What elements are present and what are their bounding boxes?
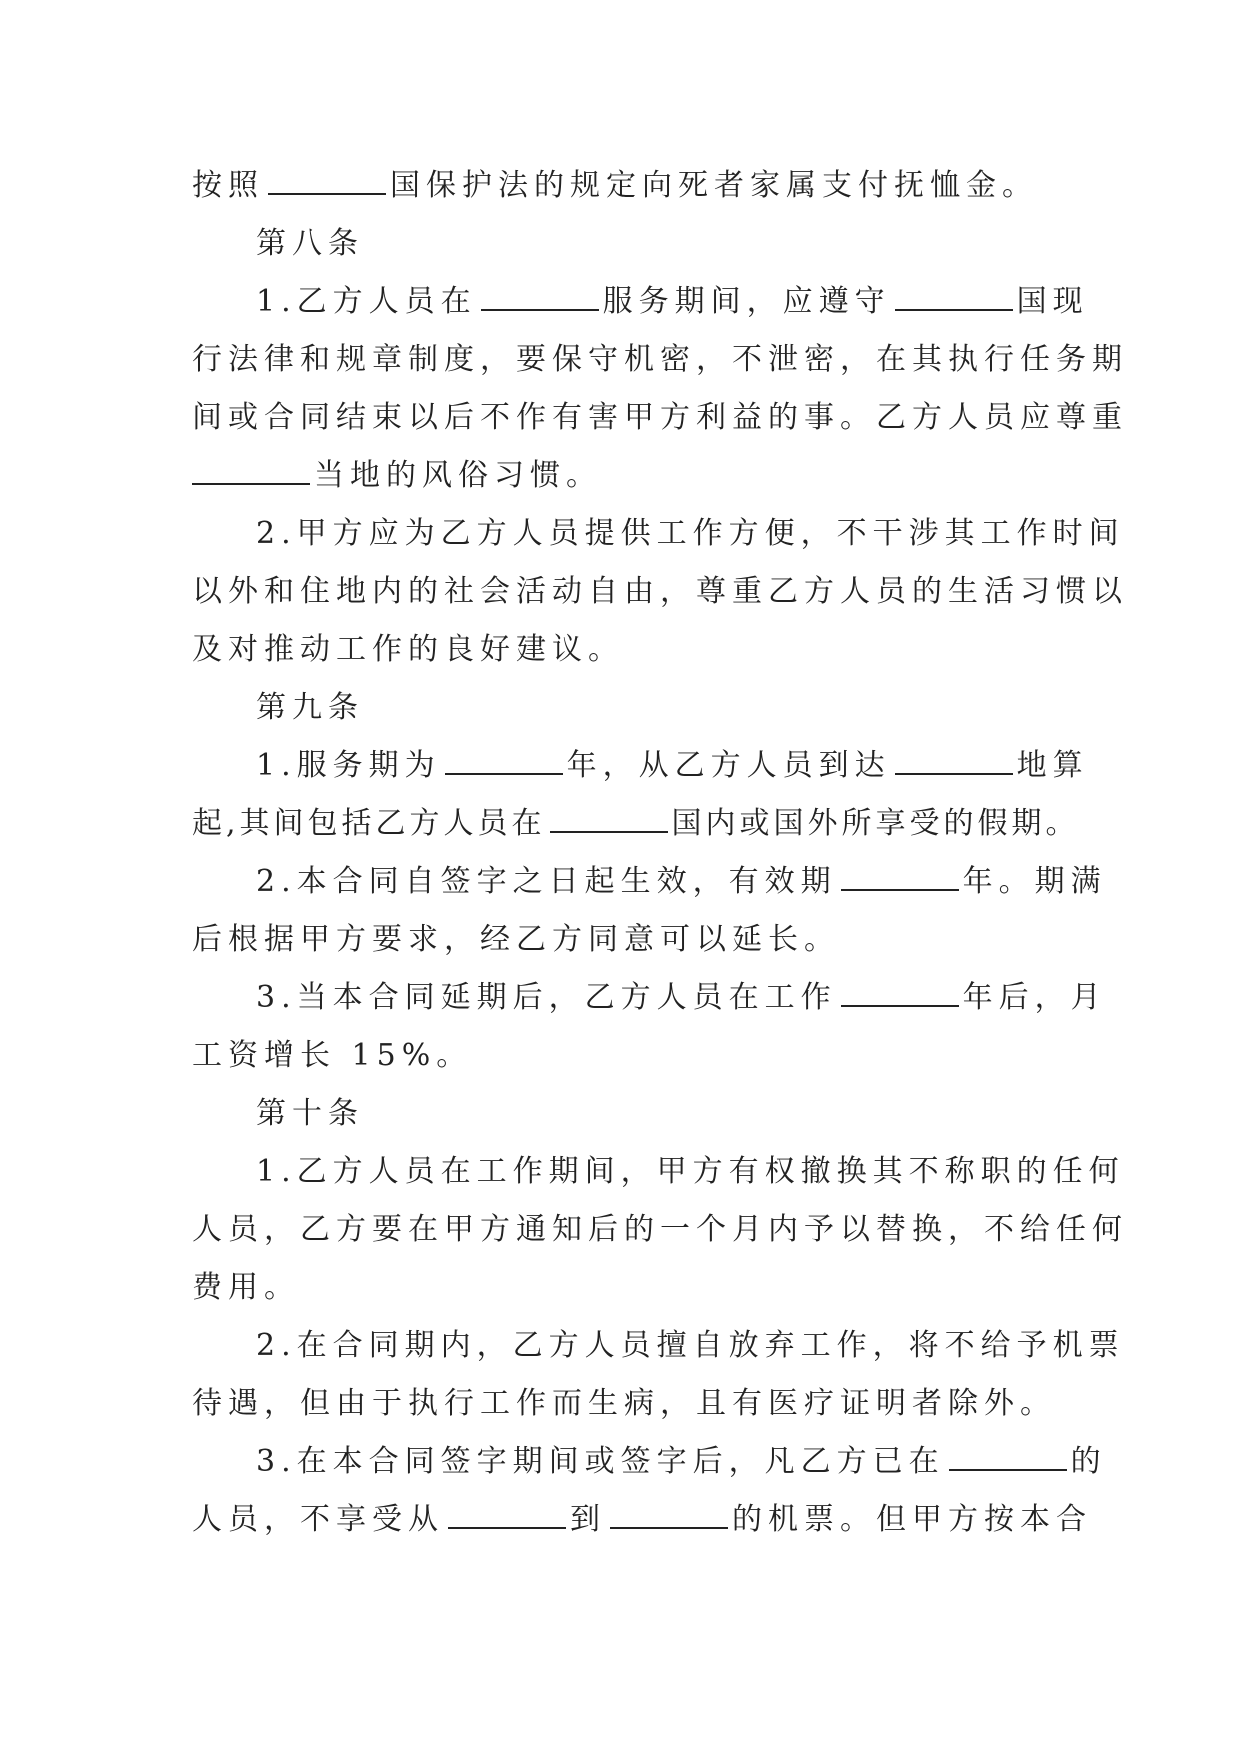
fill-in-blank (268, 173, 386, 195)
text-line: 行法律和规章制度，要保守机密，不泄密，在其执行任务期 (192, 342, 1128, 377)
text-line (192, 273, 1089, 331)
text-line (192, 853, 1107, 911)
text-line: 间或合同结束以后不作有害甲方利益的事。乙方人员应尊重 (192, 400, 1128, 435)
text-line (192, 447, 1062, 505)
text-line (192, 795, 1080, 853)
text-line: 工资增长 15%。 (192, 1038, 473, 1073)
fill-in-blank (192, 463, 310, 485)
fill-in-blank (448, 1507, 566, 1529)
text-segment: 国现 (1016, 284, 1089, 319)
fill-in-blank (841, 869, 959, 891)
text-line (192, 157, 1062, 215)
text-line: 费用。 (192, 1270, 300, 1305)
text-segment: 按照 (192, 168, 264, 203)
text-segment: 3.当本合同延期后，乙方人员在工作 (256, 980, 837, 1015)
contract-text (192, 157, 1128, 1549)
text-line (192, 1491, 1092, 1549)
text-line: 后根据甲方要求，经乙方同意可以延长。 (192, 922, 840, 957)
text-line: 人员，乙方要在甲方通知后的一个月内予以替换，不给任何 (192, 1212, 1128, 1247)
text-segment: 的 (1070, 1444, 1107, 1479)
text-segment: 服务期间，应遵守 (602, 284, 891, 319)
fill-in-blank (841, 985, 959, 1007)
text-segment: 年后，月 (962, 980, 1107, 1015)
text-segment: 1.乙方人员在 (256, 284, 477, 319)
fill-in-blank (481, 289, 599, 311)
article-9-heading: 第九条 (256, 690, 364, 725)
article-8-heading: 第八条 (256, 226, 364, 261)
text-segment: 地算 (1016, 748, 1089, 783)
text-segment: 1.服务期为 (256, 748, 441, 783)
text-line (192, 737, 1089, 795)
text-line: 2.甲方应为乙方人员提供工作方便，不干涉其工作时间 (256, 516, 1125, 551)
fill-in-blank (949, 1449, 1067, 1471)
text-segment: 年，从乙方人员到达 (566, 748, 891, 783)
text-line: 1.乙方人员在工作期间，甲方有权撤换其不称职的任何 (256, 1154, 1125, 1189)
fill-in-blank (445, 753, 563, 775)
text-segment: 2.本合同自签字之日起生效，有效期 (256, 864, 837, 899)
text-segment: 年。期满 (962, 864, 1107, 899)
text-line (192, 969, 1107, 1027)
text-segment: 国保护法的规定向死者家属支付抚恤金。 (390, 168, 1038, 203)
text-segment: 国内或国外所享受的假期。 (671, 806, 1080, 841)
text-segment: 当地的风俗习惯。 (314, 458, 602, 493)
text-segment: 人员，不享受从 (192, 1502, 444, 1537)
fill-in-blank (550, 811, 668, 833)
text-line: 待遇，但由于执行工作而生病，且有医疗证明者除外。 (192, 1386, 1056, 1421)
text-segment: 到 (570, 1502, 606, 1537)
fill-in-blank (610, 1507, 728, 1529)
fill-in-blank (895, 753, 1013, 775)
text-segment: 起,其间包括乙方人员在 (192, 806, 546, 841)
fill-in-blank (895, 289, 1013, 311)
text-line: 及对推动工作的良好建议。 (192, 632, 624, 667)
text-line (192, 1433, 1107, 1491)
text-line: 以外和住地内的社会活动自由，尊重乙方人员的生活习惯以 (192, 574, 1128, 609)
text-segment: 的机票。但甲方按本合 (732, 1502, 1092, 1537)
article-10-heading: 第十条 (256, 1096, 364, 1131)
text-segment: 3.在本合同签字期间或签字后，凡乙方已在 (256, 1444, 945, 1479)
text-line: 2.在合同期内，乙方人员擅自放弃工作，将不给予机票 (256, 1328, 1125, 1363)
